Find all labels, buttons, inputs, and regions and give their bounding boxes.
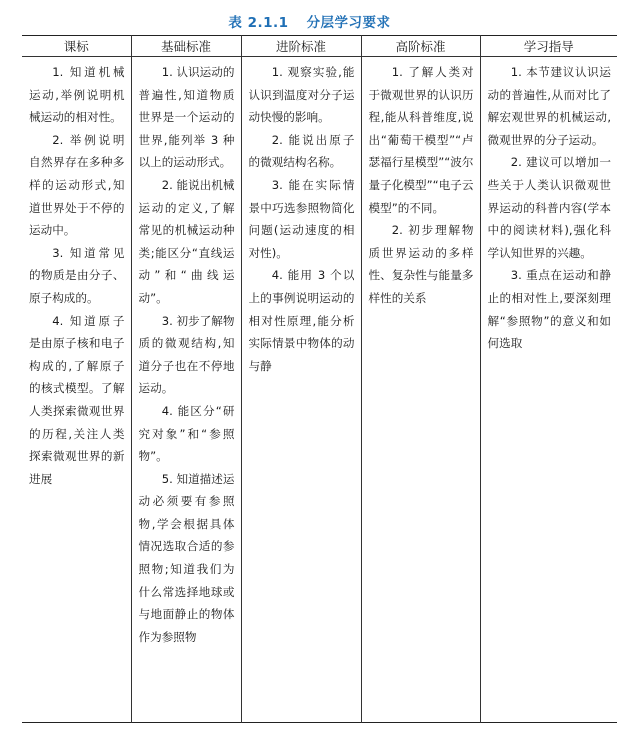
cell-higher [361, 57, 480, 723]
list-item: 4. 能用 3 个以上的事例说明运动的相对性原理,能分析实际情景中物体的动与静 [248, 268, 355, 373]
list-item: 2. 举例说明自然界存在多种多样的运动形式,知道世界处于不停的运动中。 [29, 132, 125, 238]
list-item: 5. 知道描述运动必须要有参照物,学会根据具体情况选取合适的参照物;知道我们为什么常选择地球或与地面静止的物体作为参照物 [138, 471, 235, 644]
table-row [22, 57, 617, 723]
learning-requirements-table [22, 35, 617, 723]
table-caption [0, 11, 619, 31]
column-header-curriculum: 课标 [22, 36, 131, 57]
list-item: 4. 能区分“研究对象”和“参照物”。 [138, 403, 235, 464]
list-item: 3. 能在实际情景中巧选参照物简化问题(运动速度的相对性)。 [248, 177, 355, 260]
cell-guidance [480, 57, 617, 723]
header-row [22, 36, 617, 57]
cell-curriculum [22, 57, 131, 723]
cell-basic [131, 57, 241, 723]
table-number: 表 2.1.1 [228, 15, 289, 31]
list-item: 3. 知道常见的物质是由分子、原子构成的。 [29, 245, 125, 305]
list-item: 2. 建议可以增加一些关于人类认识微观世界运动的科普内容(学本中的阅读材料),强化科学认知世界的兴趣。 [487, 155, 611, 260]
list-item: 1. 了解人类对于微观世界的认识历程,能从科普维度,说出“葡萄干模型”“卢瑟福行星模型”“波尔量子化模型”“电子云模型”的不同。 [368, 65, 474, 215]
table-title-text: 分层学习要求 [306, 15, 391, 31]
column-header-basic: 基础标准 [131, 36, 241, 57]
list-item: 1. 本节建议认识运动的普遍性,从而对比了解宏观世界的机械运动,微观世界的分子运动。 [487, 65, 611, 147]
list-item: 3. 重点在运动和静止的相对性上,要深刻理解“参照物”的意义和如何选取 [487, 268, 611, 351]
list-item: 4. 知道原子是由原子核和电子构成的,了解原子的核式模型。了解人类探索微观世界的历程,关注人类探索微观世界的新进展 [29, 313, 125, 486]
list-item: 1. 认识运动的普遍性,知道物质世界是一个运动的世界,能列举 3 种以上的运动形式。 [138, 65, 235, 170]
list-item: 1. 观察实验,能认识到温度对分子运动快慢的影响。 [248, 65, 355, 125]
list-item: 2. 能说出原子的微观结构名称。 [248, 132, 355, 170]
list-item: 2. 初步理解物质世界运动的多样性、复杂性与能量多样性的关系 [368, 223, 474, 305]
column-header-guidance: 学习指导 [480, 36, 617, 57]
list-item: 1. 知道机械运动,举例说明机械运动的相对性。 [29, 65, 125, 125]
column-header-higher: 高阶标准 [361, 36, 480, 57]
column-header-advanced: 进阶标准 [241, 36, 361, 57]
list-item: 2. 能说出机械运动的定义,了解常见的机械运动种类;能区分“直线运动”和“曲线运动”。 [138, 177, 235, 305]
cell-advanced [241, 57, 361, 723]
list-item: 3. 初步了解物质的微观结构,知道分子也在不停地运动。 [138, 313, 235, 396]
